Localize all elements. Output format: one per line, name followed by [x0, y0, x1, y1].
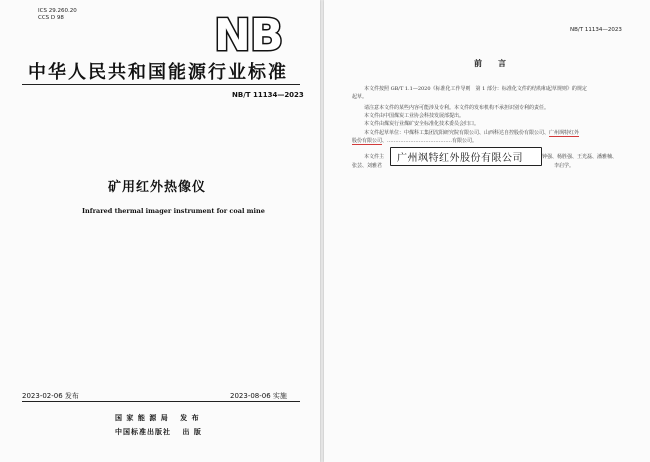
- industry-standard-title: 中华人民共和国能源行业标准: [28, 62, 288, 83]
- top-divider: [22, 84, 300, 85]
- publish-date: 2023-02-06 发布: [22, 392, 79, 400]
- implement-date: 2023-08-06 实施: [230, 392, 287, 400]
- document-title-cn: 矿用红外热像仪: [108, 180, 207, 195]
- highlighted-company-part2: 股份有限公司: [352, 138, 383, 144]
- publisher-line: 中国标准出版社 出 版: [115, 428, 202, 436]
- drafting-units-rest: 、…………………………………有限公司。: [382, 138, 478, 144]
- foreword-line-1: 本文件按照 GB/T 1.1—2020《标准化工作导则 第 1 部分：标准化文件的结构和起草规则》的规定: [364, 86, 587, 92]
- drafting-units-text: 本文件起草单位：中煤科工集团沈阳研究院有限公司、山西科达自控股份有限公司、: [364, 130, 550, 136]
- foreword-line-5: 本文件由煤炭行业煤矿安全标准化技术委员会归口。: [364, 121, 480, 127]
- foreword-page: [324, 0, 650, 462]
- company-callout-label: 广州飒特红外股份有限公司: [397, 153, 523, 164]
- ics-code: ICS 29.260.20: [38, 8, 77, 14]
- highlighted-company-part1: 广州飒特红外: [549, 130, 580, 136]
- bottom-divider: [22, 401, 300, 402]
- foreword-standard-number: NB/T 11134—2023: [570, 27, 622, 33]
- document-title-en: Infrared thermal imager instrument for coal mine: [82, 207, 265, 215]
- foreword-line-8-start: 本文件主: [364, 154, 385, 160]
- ccs-code: CCS D 98: [38, 15, 64, 21]
- foreword-line-9-end: 李启学。: [554, 163, 575, 169]
- foreword-heading: 前 言: [474, 59, 510, 68]
- foreword-line-7: [352, 138, 477, 146]
- foreword-line-3: 请注意本文件的某些内容可能涉及专利。本文件的发布机构不承担识别专利的责任。: [364, 105, 550, 111]
- foreword-line-4: 本文件由中国煤炭工业协会科技发展部提出。: [364, 113, 465, 119]
- standard-cover-page: [0, 0, 320, 462]
- foreword-line-9-start: 张芸、刘雅君: [352, 163, 383, 169]
- nb-logo: NB: [214, 10, 283, 61]
- foreword-line-2: 起草。: [352, 94, 368, 100]
- foreword-line-6: [364, 130, 579, 138]
- issuer-line: 国 家 能 源 局 发 布: [115, 414, 200, 422]
- foreword-line-8-end: 钟强、杨胜强、王光磊、潘雅楠、: [542, 154, 618, 160]
- standard-number: NB/T 11134—2023: [232, 91, 304, 99]
